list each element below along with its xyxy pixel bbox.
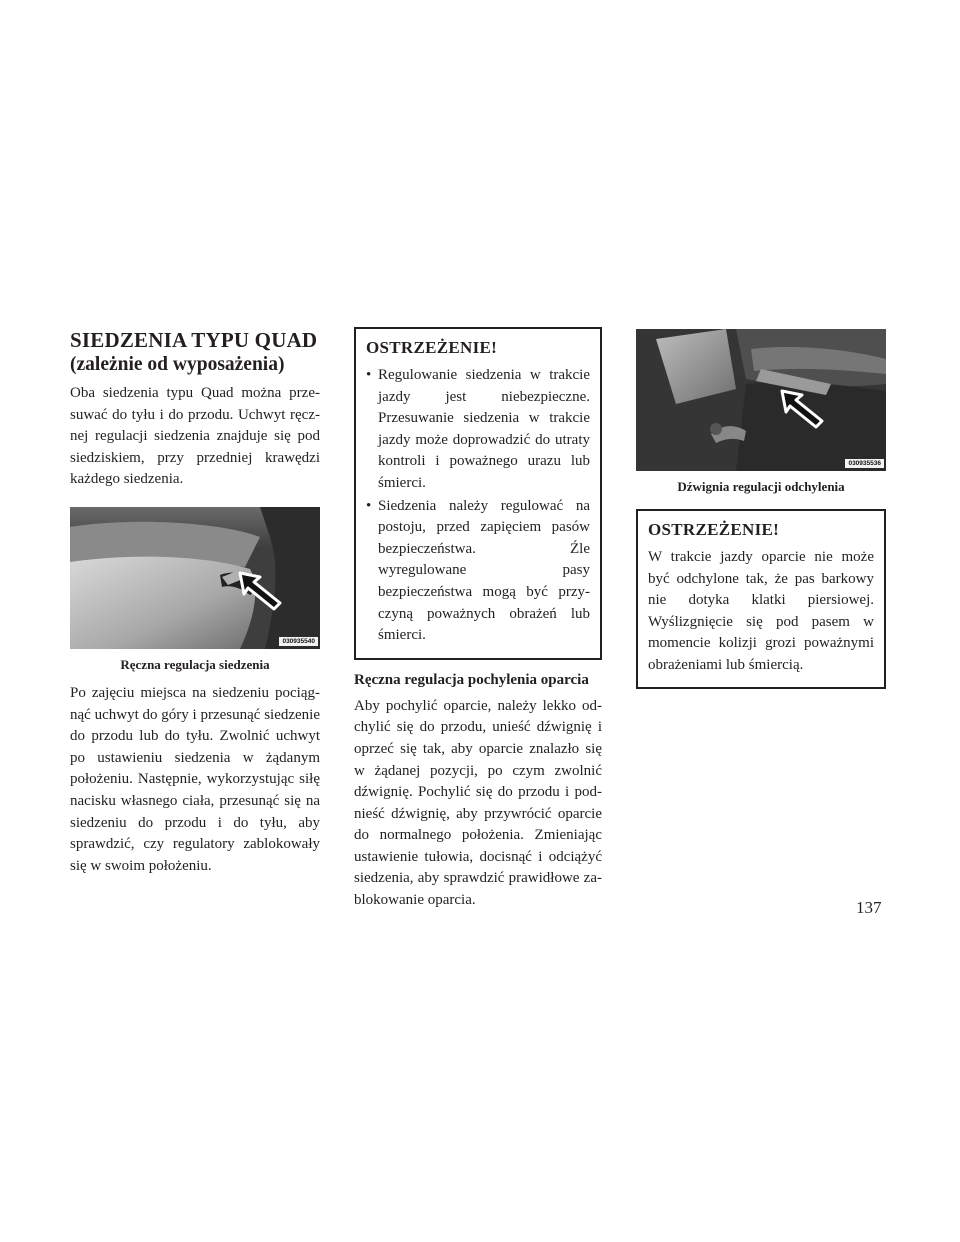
figure-code: 030935540 <box>279 637 318 646</box>
page-number: 137 <box>856 898 882 917</box>
figure-code: 030935536 <box>845 459 884 468</box>
column-right <box>636 327 886 689</box>
figure-caption: Ręczna regulacja siedzenia <box>120 656 270 672</box>
intro-paragraph: Oba siedzenia typu Quad można przesuwać do tyłu i do przodu. Uchwyt ręcznej regulacji siedzenia znajduje się pod siedziskiem, przy przedniej krawędzi każdego siedzenia. <box>70 385 320 488</box>
warning-title: OSTRZEŻENIE! <box>648 520 780 539</box>
recline-paragraph: Aby pochylić oparcie, należy lekko odchylić się do przodu, unieść dźwignię i oprzeć się tak, aby oparcie znalazło się w żądanej pozycji, po czym zwolnić dźwignię. Pochylić się do przodu i podnieść dźwignię, aby przywrócić oparcie do normalnego położenia. Zmieniając ustawienie tułowia, docisnąć i odciążyć siedzenia, aby sprawdzić prawidłowe zablokowanie oparcia. <box>354 697 602 909</box>
column-left <box>70 327 320 877</box>
section-subheading: (zależnie od wyposażenia) <box>70 354 285 375</box>
warning-box <box>636 509 886 689</box>
section-heading: SIEDZENIA TYPU QUAD <box>70 328 318 352</box>
figure-seat-adjustment <box>70 507 320 673</box>
warning-item: • Siedzenia należy regulować na postoju, przed zapięciem pasów bezpieczeństwa. Źle wyregulowane pasy bezpieczeństwa mogą być przyczyną poważnych obrażeń lub śmierci. <box>366 497 590 644</box>
warning-list <box>366 365 590 647</box>
arrow-icon <box>778 387 830 431</box>
figure-recline-lever <box>636 329 886 495</box>
warning-title: OSTRZEŻENIE! <box>366 338 498 357</box>
procedure-paragraph: Po zajęciu miejsca na siedzeniu pociągnąć uchwyt do góry i przesunąć siedzenie do przodu lub do tyłu. Zwolnić uchwyt po ustawieniu siedzenia w żądanym położeniu. Następnie, wykorzystując siłę nacisku własnego ciała, przesunąć się na siedzeniu do przodu i do tyłu, aby sprawdzić, czy regulatory zablokowały się w swoim położeniu. <box>70 684 320 874</box>
subsection-heading: Ręczna regulacja pochylenia oparcia <box>354 671 589 688</box>
warning-text: W trakcie jazdy oparcie nie może być odchylone tak, że pas barkowy nie dotyka klatki piersiowej. Wyślizgnięcie się pod pasem w momencie kolizji grozi poważnymi obrażeniami lub śmiercią. <box>648 549 874 673</box>
warning-box <box>354 327 602 660</box>
recline-lever-photo <box>636 329 886 471</box>
column-middle <box>354 327 602 912</box>
warning-item: • Regulowanie siedzenia w trakcie jazdy jest niebezpieczne. Przesuwanie siedzenia w trakcie jazdy może doprowadzić do utraty kontroli i poważnego urazu lub śmierci. <box>366 367 590 491</box>
seat-adjustment-photo <box>70 507 320 649</box>
figure-caption: Dźwignia regulacji odchylenia <box>677 479 845 494</box>
arrow-icon <box>236 569 288 613</box>
